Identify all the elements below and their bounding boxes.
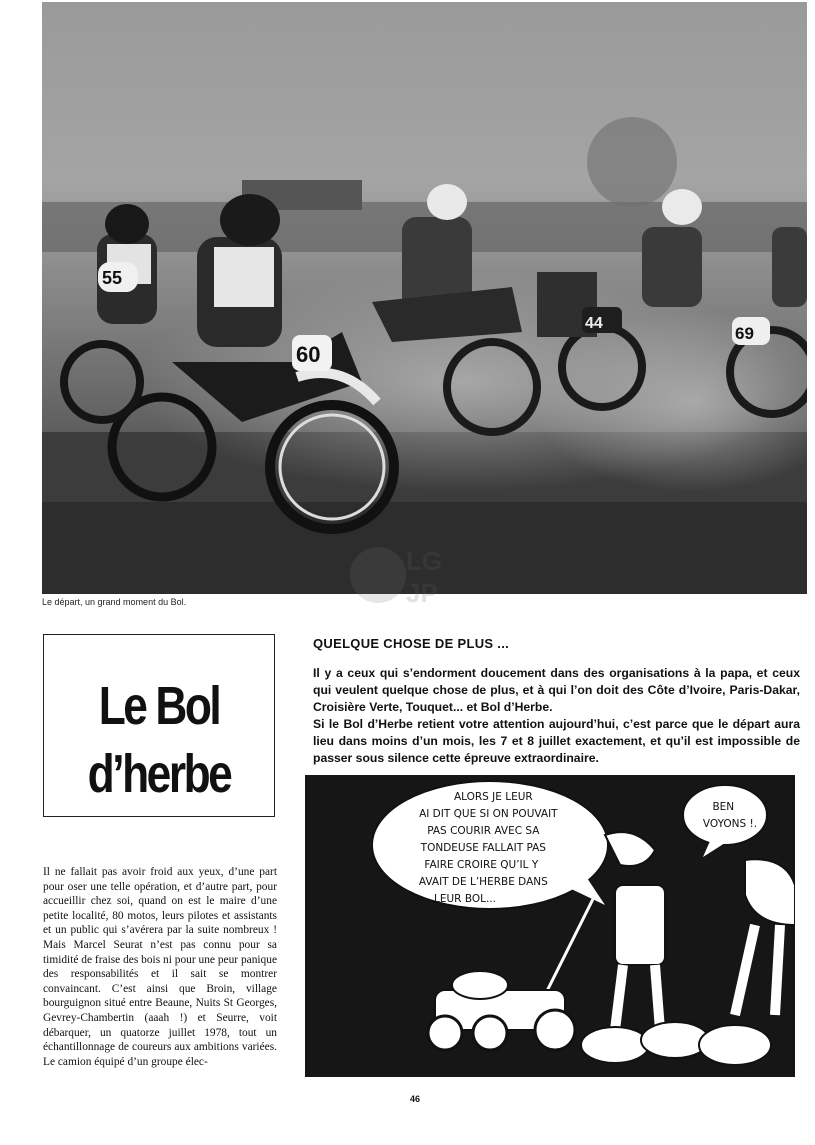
race-number-44: 44 [585,315,603,332]
svg-text:BEN VOYONS !.: BEN VOYONS !. [702,801,758,830]
cartoon-panel [305,775,795,1077]
intro-paragraph-1: Il y a ceux qui s’endorment doucement dans des organisations à la papa, et ceux qui veulent quelque chose de plus, et à qui l’on doit des Côte d’Ivoire, Paris-Dakar, Croisière Verte, Touquet... et Bol d’Herbe. [313,666,800,714]
race-number-55: 55 [102,268,123,288]
article-title-box [43,634,275,817]
svg-text:ALORS JE LEUR AI DIT Q: ALORS JE LEUR AI DIT QUE SI ON POUVAIT PAS COURIR AVEC SA TONDEUSE FALLAIT PAS FAIRE CROIRE QU’IL Y AVAIT DE L’HERBE DANS LEUR BOL... [418,791,558,905]
watermark-logo [348,530,468,620]
svg-text:JP: JP [406,578,438,608]
cartoon-character-2 [699,859,795,1065]
body-text: Il ne fallait pas avoir froid aux yeux, d’une part pour oser une telle opération, et d’autre part, pour accueillir chez soi, quand on est le maire d’une petite localité, 80 motos, leurs pilotes et assistants et un public qui s’avérera par la suite nombreux ! Mais Marcel Seurat n’est pas connu pour sa timidité de fraise des bois ni pour une peur panique des responsabilités et il sait se montrer convaincant. C’est ainsi que Broin, village bourguignon situé entre Beaune, Nuits St Georges, Gevrey-Chambertin (aaah !) et Seurre, voit débarquer, un quatorze juillet 1978, tout un échantillonnage de coureurs aux ambitions variées. Le camion équipé d’un groupe élec- [43,866,277,1068]
photo-caption: Le départ, un grand moment du Bol. [42,597,187,607]
svg-text:LG: LG [406,546,443,576]
intro-paragraph-2: Si le Bol d’Herbe retient votre attention aujourd’hui, c’est parce que le départ aura lieu dans moins d’un mois, les 7 et 8 juillet exactement, et qu’il est impossible de passer sous silence cette épreuve extraordinaire. [313,717,800,765]
race-number-69: 69 [735,324,754,343]
motocross-scene [42,2,807,594]
race-start-photo [42,2,807,594]
speech-bubble-1 [372,781,608,909]
speech-bubble-2 [683,785,767,857]
article-title-line1: Le Bol [98,676,220,736]
lawn-mower [428,895,595,1050]
page-number: 46 [410,1094,421,1104]
race-number-60: 60 [296,342,321,367]
section-heading: QUELQUE CHOSE DE PLUS ... [313,636,510,651]
intro-text [313,665,800,767]
article-title-line2: d’herbe [87,744,231,804]
cartoon-drawing [305,775,795,1077]
